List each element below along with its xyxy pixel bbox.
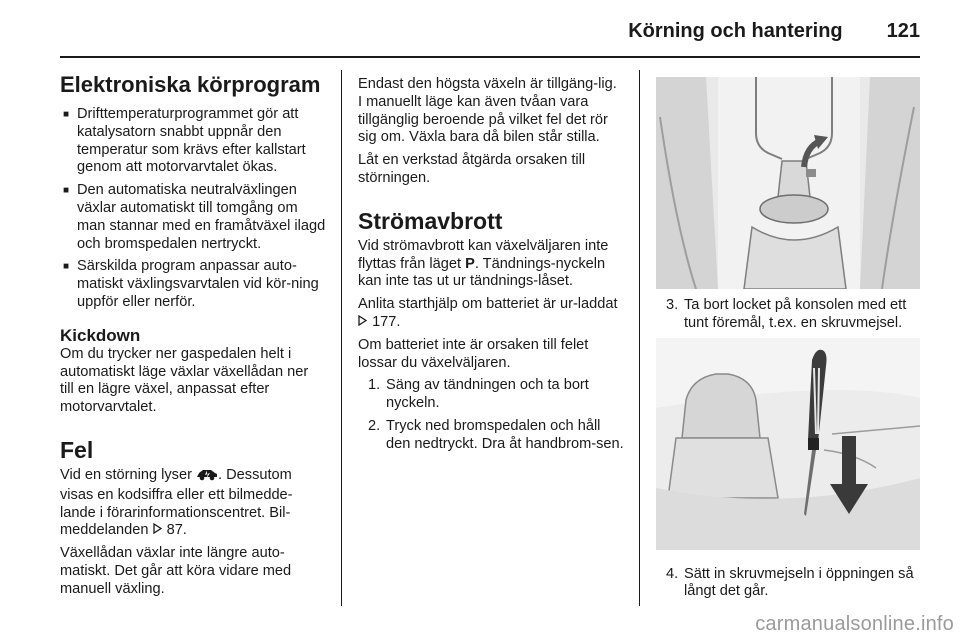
- column-3: [656, 70, 922, 606]
- page-number: 121: [886, 19, 920, 42]
- bullet-square-icon: ■: [63, 261, 70, 273]
- jump-start-text: Anlita starthjälp om batteriet är ur-laddat 177.: [358, 296, 618, 330]
- page-reference-arrow-icon: [153, 522, 163, 540]
- battery-text: Om batteriet inte är orsaken till felet lossar du växelväljaren.: [358, 336, 589, 371]
- section-title-kickdown: Kickdown: [60, 325, 141, 345]
- gear-selector-cover-illustration: [656, 77, 920, 289]
- list-item: 3. Ta bort locket på konsolen med ett tunt föremål, t.ex. en skruvmejsel.: [666, 297, 907, 331]
- section-title-power-outage: Strömavbrott: [358, 207, 503, 234]
- watermark: carmanualsonline.info: [755, 613, 954, 635]
- fel-text: Vid en störning lyser . Dessutom visas en kodsiffra eller ett bilmedde-lande i förarinformationscentret. Bil-meddelanden 87.: [60, 466, 293, 539]
- bullet-square-icon: ■: [63, 109, 70, 120]
- kickdown-text: Om du trycker ner gaspedalen helt i automatiskt läge växlar växellådan ner till en lägre växel, anpassat efter motorvarvtalet.: [60, 345, 309, 416]
- section-title-fel: Fel: [60, 436, 94, 463]
- list-item: 4. Sätt in skruvmejseln i öppningen så långt det går.: [666, 565, 914, 600]
- list-item: ■ Särskilda program anpassar auto-matiskt växlingsvarvtalen vid kör-ning uppför eller nerför.: [63, 258, 319, 310]
- header-rule: [60, 56, 920, 58]
- transmission-warning-icon: [196, 468, 218, 487]
- power-outage-text: Vid strömavbrott kan växelväljaren inte flyttas från läget P. Tändnings-nyckeln kan inte tas ut ur tändnings-låset.: [358, 237, 609, 290]
- screwdriver-insertion-illustration: [656, 338, 920, 550]
- section-title-electronic-programs: Elektroniska körprogram: [60, 72, 321, 97]
- step-4-list: [656, 566, 922, 602]
- page-reference-arrow-icon: [358, 314, 368, 332]
- column-divider-2: [639, 70, 640, 606]
- list-item: 1. Säng av tändningen och ta bort nyckeln.: [368, 377, 589, 412]
- gear-availability-text: Endast den högsta växeln är tillgäng-lig. I manuellt läge kan även tvåan vara tillgänglig beroende på vilket fel det rör sig om. Växla bara då bilen står stilla.: [358, 76, 617, 146]
- bullet-square-icon: ■: [63, 185, 70, 197]
- column-1: [60, 70, 326, 599]
- list-item: 2. Tryck ned bromspedalen och håll den nedtryckt. Dra åt handbrom-sen.: [368, 417, 624, 452]
- page-header: [628, 14, 920, 48]
- step-3-list: [656, 297, 922, 333]
- fel-text-2: Växellådan växlar inte längre auto-matiskt. Det går att köra vidare med manuell växling.: [60, 545, 292, 597]
- column-2: [358, 70, 624, 459]
- release-steps-list: [358, 377, 624, 453]
- list-item: ■ Den automatiska neutralväxlingen växlar automatiskt till tomgång om man stannar med en framåtväxel ilagd och bromspedalen nertryckt.: [63, 182, 326, 252]
- chapter-title: Körning och hantering: [628, 19, 843, 42]
- workshop-text: Låt en verkstad åtgärda orsaken till störningen.: [358, 152, 586, 186]
- list-item: ■ Drifttemperaturprogrammet gör att katalysatorn snabbt uppnår den temperatur som krävs efter kallstart genom att motorvarvtalet ökas.: [63, 106, 306, 176]
- program-bullet-list: [60, 106, 326, 312]
- column-divider-1: [341, 70, 342, 606]
